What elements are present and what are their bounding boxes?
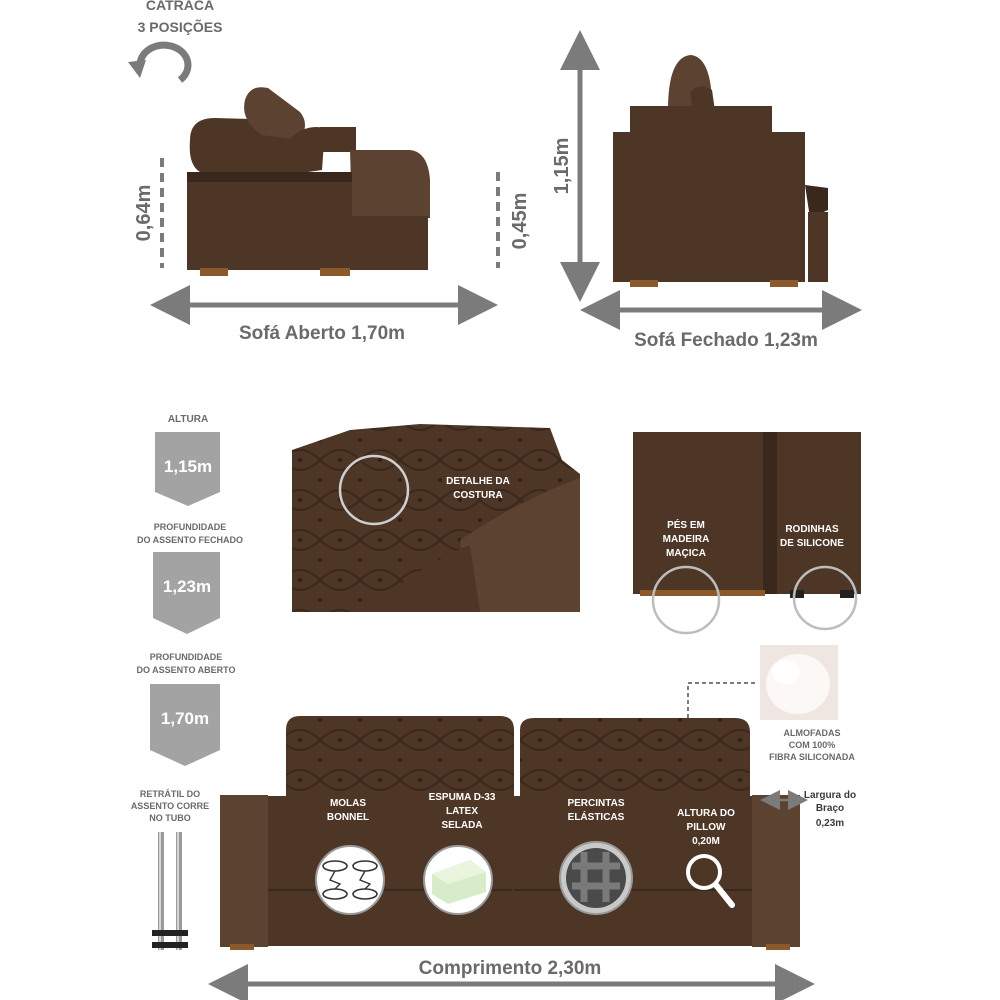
arm-width-line1: Largura do: [803, 790, 857, 801]
prof-aberto-title-2: DO ASSENTO ABERTO: [136, 665, 236, 675]
arm-width-line2: Braço: [815, 803, 845, 814]
prof-fechado-value: 1,23m: [162, 577, 212, 596]
prof-fechado-title-2: DO ASSENTO FECHADO: [136, 535, 244, 545]
molas-label-2: BONNEL: [326, 812, 370, 823]
elastic-webbing-icon: [560, 842, 632, 914]
sofa-closed-side-view: [613, 55, 828, 287]
percintas-label-1: PERCINTAS: [567, 798, 625, 809]
altura-value: 1,15m: [163, 457, 213, 476]
prof-aberto-value: 1,70m: [160, 709, 210, 728]
pes-label-3: MAÇICA: [666, 548, 706, 559]
closed-height-label: 1,15m: [551, 137, 573, 195]
costura-label-1: DETALHE DA: [446, 476, 510, 487]
almofadas-line2: COM 100%: [788, 740, 836, 750]
rodinhas-label-1: RODINHAS: [785, 524, 839, 535]
seat-height-label: 0,45m: [509, 192, 531, 250]
open-width-label: Sofá Aberto 1,70m: [238, 323, 406, 344]
pes-label-1: PÉS EM: [667, 520, 705, 531]
bonnel-spring-icon: [316, 846, 384, 914]
costura-label-2: COSTURA: [453, 490, 503, 501]
arm-width-line3: 0,23m: [815, 818, 845, 829]
retratil-line2: ASSENTO CORRE: [130, 801, 210, 811]
altura-title: ALTURA: [167, 414, 209, 425]
percintas-label-2: ELÁSTICAS: [567, 812, 625, 823]
almofadas-line3: FIBRA SILICONADA: [769, 752, 855, 762]
retratil-line1: RETRÁTIL DO: [139, 789, 201, 799]
closed-width-label: Sofá Fechado 1,23m: [634, 330, 818, 351]
espuma-label-3: SELADA: [441, 820, 483, 831]
foam-block-icon: [424, 846, 492, 914]
espuma-label-2: LATEX: [445, 806, 479, 817]
header-line2: 3 POSIÇÕES: [137, 19, 223, 35]
espuma-label-1: ESPUMA D-33: [428, 792, 496, 803]
stitch-detail-photo: [292, 424, 580, 612]
retractable-tube-icon: [152, 832, 188, 950]
pillow-label-1: ALTURA DO: [677, 808, 735, 819]
pes-label-2: MADEIRA: [662, 534, 710, 545]
sofa-front-view: [220, 716, 800, 950]
open-height-label: 0,64m: [133, 184, 155, 242]
rotate-arrow-icon: [128, 45, 188, 80]
retratil-line3: NO TUBO: [149, 813, 191, 823]
prof-aberto-title-1: PROFUNDIDADE: [149, 652, 223, 662]
fiber-filling-photo: [760, 645, 838, 720]
sofa-open-side-view: [187, 87, 430, 276]
pillow-label-2: PILLOW: [686, 822, 726, 833]
length-label: Comprimento 2,30m: [418, 958, 602, 979]
prof-fechado-title-1: PROFUNDIDADE: [153, 522, 227, 532]
molas-label-1: MOLAS: [329, 798, 367, 809]
rodinhas-label-2: DE SILICONE: [780, 538, 844, 549]
pillow-label-3: 0,20M: [692, 836, 720, 847]
almofadas-line1: ALMOFADAS: [783, 728, 841, 738]
header-line1: CATRACA: [145, 0, 215, 13]
